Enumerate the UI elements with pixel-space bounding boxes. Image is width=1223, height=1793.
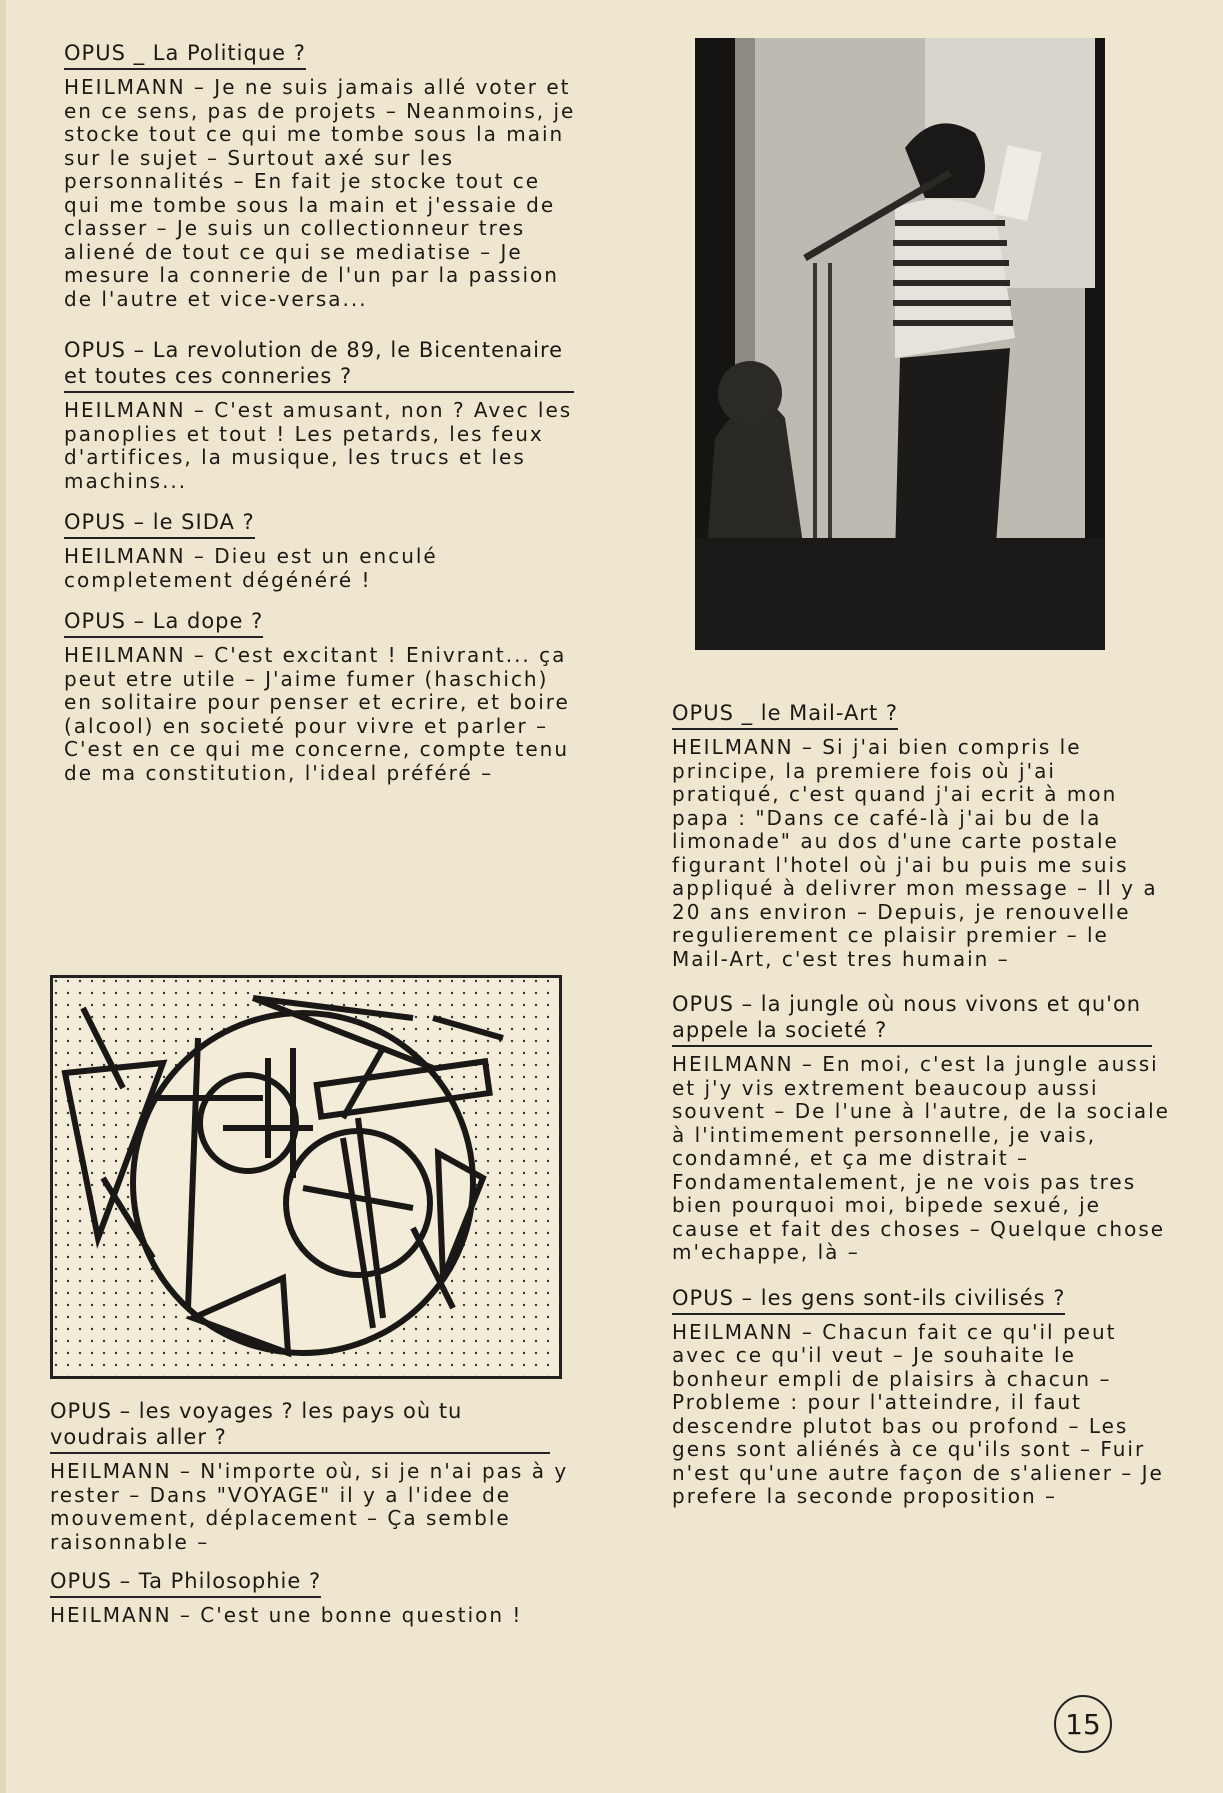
answer-text: HEILMANN – C'est une bonne question ! <box>50 1603 523 1627</box>
question-heading: OPUS _ La Politique ? <box>64 40 306 70</box>
right-column <box>672 700 1172 1509</box>
qa-block-philosophie <box>50 1568 580 1628</box>
left-column <box>64 40 584 785</box>
answer-text: HEILMANN – En moi, c'est la jungle aussi et j'y vis extrement beaucoup aussi souvent – De l'une à l'autre, de la sociale à l'intimement personnelle, je vais, condamné, et ça me distrait – Fondamentalement, je ne vois pas tres bien pourquoi moi, bipede sexué, je cause et fait des choses – Quelque chose m'echappe, là – <box>672 1052 1170 1264</box>
qa-block-civilises <box>672 1285 1172 1509</box>
performance-photograph <box>695 38 1105 650</box>
question-heading: OPUS – les gens sont-ils civilisés ? <box>672 1285 1065 1315</box>
page-number: 15 <box>1054 1695 1112 1753</box>
drawing-illustration <box>53 978 559 1376</box>
question-heading: OPUS – les voyages ? les pays où tu voudrais aller ? <box>50 1398 550 1454</box>
question-heading: OPUS – La dope ? <box>64 608 263 638</box>
answer-text: HEILMANN – Chacun fait ce qu'il peut avec ce qu'il veut – Je souhaite le bonheur empli de plaisirs à chacun – Probleme : pour l'atteindre, il faut descendre plutot bas ou profond – Les gens sont aliénés à ce qu'ils sont – Fuir n'est qu'une autre façon de s'aliener – Je prefere la seconde proposition – <box>672 1319 1164 1508</box>
qa-block-voyages <box>50 1398 580 1554</box>
left-bottom-column <box>50 1398 580 1628</box>
qa-block-jungle <box>672 991 1172 1265</box>
geometric-drawing <box>50 975 562 1379</box>
question-heading: OPUS – la jungle où nous vivons et qu'on appele la societé ? <box>672 991 1152 1047</box>
answer-text: HEILMANN – Si j'ai bien compris le principe, la premiere fois où j'ai pratiqué, c'est quand j'ai ecrit à mon papa : "Dans ce café-là j'ai bu de la limonade" au dos d'une carte postale figurant l'hotel où j'ai bu puis me suis appliqué à delivrer mon message – Il y a 20 ans environ – Depuis, je renouvelle regulierement ce plaisir premier – le Mail-Art, c'est tres humain – <box>672 735 1158 971</box>
qa-block-revolution <box>64 337 584 493</box>
question-heading: OPUS – le SIDA ? <box>64 509 255 539</box>
qa-block-politique <box>64 40 584 311</box>
photo-illustration <box>695 38 1105 650</box>
question-heading: OPUS – La revolution de 89, le Bicentenaire et toutes ces conneries ? <box>64 337 574 393</box>
answer-text: HEILMANN – Dieu est un enculé completement dégénéré ! <box>64 544 438 592</box>
question-heading: OPUS _ le Mail-Art ? <box>672 700 898 730</box>
answer-text: HEILMANN – N'importe où, si je n'ai pas à y rester – Dans "VOYAGE" il y a l'idee de mouvement, déplacement – Ça semble raisonnable – <box>50 1459 569 1554</box>
answer-text: HEILMANN – C'est amusant, non ? Avec les panoplies et tout ! Les petards, les feux d'artifices, la musique, les trucs et les machins... <box>64 398 573 493</box>
qa-block-dope <box>64 608 584 785</box>
answer-text: HEILMANN – C'est excitant ! Enivrant... ça peut etre utile – J'aime fumer (haschich) en solitaire pour penser et ecrire, et boire (alcool) en societé pour vivre et parler – C'est en ce qui me concerne, compte tenu de ma constitution, l'ideal préféré – <box>64 643 570 785</box>
answer-text: HEILMANN – Je ne suis jamais allé voter et en ce sens, pas de projets – Neanmoins, je stocke tout ce qui me tombe sous la main sur le sujet – Surtout axé sur les personnalités – En fait je stocke tout ce qui me tombe sous la main et j'essaie de classer – Je suis un collectionneur tres aliené de tout ce qui se mediatise – Je mesure la connerie de l'un par la passion de l'autre et vice-versa... <box>64 75 576 311</box>
question-heading: OPUS – Ta Philosophie ? <box>50 1568 321 1598</box>
qa-block-mail-art <box>672 700 1172 971</box>
qa-block-sida <box>64 509 584 592</box>
